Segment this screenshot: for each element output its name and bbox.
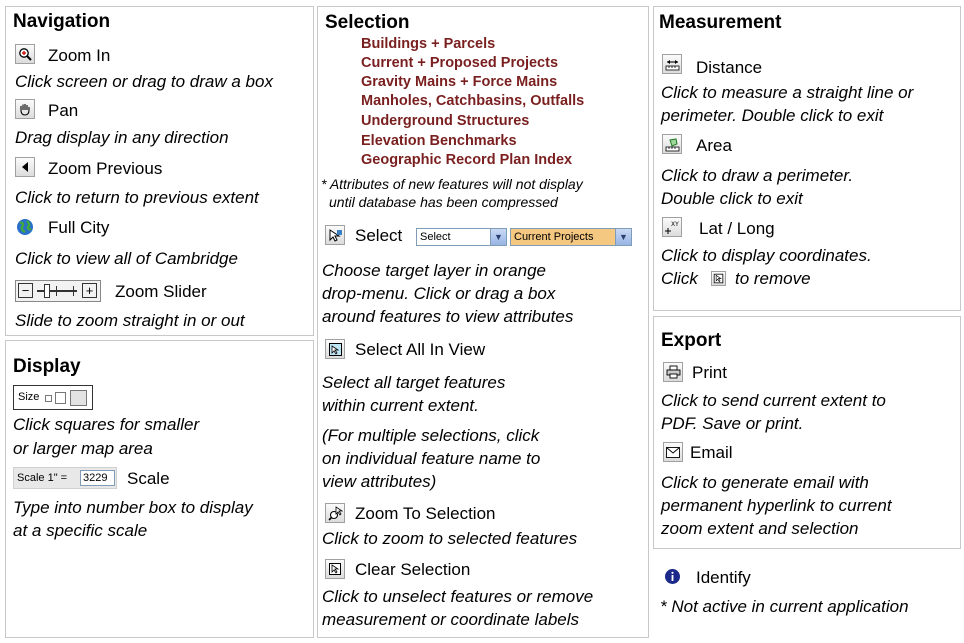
select-description-line3: around features to view attributes bbox=[322, 307, 574, 326]
select-description-line2: drop-menu. Click or drag a box bbox=[322, 284, 556, 303]
layer-item[interactable]: Current + Proposed Projects bbox=[361, 55, 559, 71]
display-title: Display bbox=[13, 356, 81, 377]
size-label: Size bbox=[18, 391, 40, 403]
export-title: Export bbox=[661, 330, 722, 351]
zoom-slider-label: Zoom Slider bbox=[115, 282, 207, 301]
layer-item[interactable]: Buildings + Parcels bbox=[361, 36, 496, 52]
zoom-in-icon[interactable] bbox=[15, 44, 35, 64]
zoom-slider-plus[interactable]: + bbox=[82, 283, 97, 298]
measurement-title: Measurement bbox=[659, 12, 782, 33]
lat-long-description-click: Click bbox=[661, 269, 698, 288]
zoom-to-selection-description: Click to zoom to selected features bbox=[322, 529, 578, 548]
selection-panel bbox=[317, 6, 649, 638]
email-envelope-icon[interactable] bbox=[663, 442, 683, 462]
select-mode-value: Select bbox=[420, 231, 451, 243]
export-panel bbox=[653, 316, 961, 549]
print-label: Print bbox=[692, 363, 727, 382]
distance-ruler-icon[interactable] bbox=[662, 54, 682, 74]
scale-prefix: Scale 1" = bbox=[17, 472, 68, 484]
layer-item[interactable]: Underground Structures bbox=[361, 113, 530, 129]
size-description-line2: or larger map area bbox=[13, 439, 153, 458]
zoom-slider-ticks bbox=[56, 286, 74, 296]
identify-label: Identify bbox=[696, 568, 751, 587]
select-all-description-line2: within current extent. bbox=[322, 396, 479, 415]
scale-label: Scale bbox=[127, 469, 170, 488]
size-description-line1: Click squares for smaller bbox=[13, 415, 200, 434]
zoom-to-selection-icon[interactable] bbox=[325, 503, 345, 523]
email-description-line3: zoom extent and selection bbox=[661, 519, 859, 538]
measurement-panel bbox=[653, 6, 961, 311]
zoom-previous-label: Zoom Previous bbox=[48, 159, 163, 178]
scale-control bbox=[13, 467, 117, 489]
lat-long-description-line1: Click to display coordinates. bbox=[661, 246, 872, 265]
zoom-in-description: Click screen or drag to draw a box bbox=[15, 72, 273, 91]
clear-selection-description-line1: Click to unselect features or remove bbox=[322, 587, 594, 606]
selection-title: Selection bbox=[325, 12, 410, 33]
email-label: Email bbox=[690, 443, 733, 462]
navigation-panel bbox=[5, 6, 314, 336]
identify-note: * Not active in current application bbox=[660, 597, 909, 616]
area-label: Area bbox=[696, 136, 732, 155]
select-all-icon[interactable] bbox=[325, 339, 345, 359]
layer-item[interactable]: Geographic Record Plan Index bbox=[361, 152, 573, 168]
select-all-description-line1: Select all target features bbox=[322, 373, 506, 392]
layer-item[interactable]: Manholes, Catchbasins, Outfalls bbox=[361, 93, 585, 109]
navigation-title: Navigation bbox=[13, 11, 111, 32]
chevron-down-icon: ▼ bbox=[490, 229, 506, 245]
select-all-description-line5: view attributes) bbox=[322, 472, 437, 491]
select-label: Select bbox=[355, 226, 403, 245]
full-city-description: Click to view all of Cambridge bbox=[15, 249, 238, 268]
size-small-square[interactable] bbox=[45, 395, 52, 402]
size-medium-square[interactable] bbox=[55, 392, 66, 404]
clear-selection-description-line2: measurement or coordinate labels bbox=[322, 610, 580, 629]
scale-input[interactable]: 3229 bbox=[80, 470, 115, 486]
attributes-note-line2: until database has been compressed bbox=[329, 194, 558, 210]
select-all-description-line3: (For multiple selections, click bbox=[322, 426, 540, 445]
distance-label: Distance bbox=[696, 58, 763, 77]
email-description-line2: permanent hyperlink to current bbox=[661, 496, 892, 515]
select-description-line1: Choose target layer in orange bbox=[322, 261, 546, 280]
lat-long-description-remove: to remove bbox=[735, 269, 811, 288]
zoom-slider-icon[interactable] bbox=[15, 280, 101, 302]
distance-description-line2: perimeter. Double click to exit bbox=[661, 106, 884, 125]
size-selector[interactable] bbox=[13, 385, 93, 410]
layer-item[interactable]: Elevation Benchmarks bbox=[361, 133, 517, 149]
zoom-previous-description: Click to return to previous extent bbox=[15, 188, 259, 207]
clear-selection-label: Clear Selection bbox=[355, 560, 471, 579]
pan-description: Drag display in any direction bbox=[15, 128, 229, 147]
full-city-label: Full City bbox=[48, 218, 110, 237]
pan-label: Pan bbox=[48, 101, 79, 120]
target-layer-dropdown[interactable] bbox=[510, 228, 632, 246]
printer-icon[interactable] bbox=[663, 362, 683, 382]
globe-icon[interactable] bbox=[15, 217, 35, 237]
select-all-description-line4: on individual feature name to bbox=[322, 449, 541, 468]
lat-long-icon[interactable] bbox=[662, 217, 682, 237]
area-description-line1: Click to draw a perimeter. bbox=[661, 166, 854, 185]
email-description-line1: Click to generate email with bbox=[661, 473, 869, 492]
target-layer-value: Current Projects bbox=[514, 231, 594, 243]
select-mode-dropdown[interactable] bbox=[416, 228, 507, 246]
print-description-line2: PDF. Save or print. bbox=[661, 414, 804, 433]
display-panel bbox=[5, 340, 314, 638]
zoom-to-selection-label: Zoom To Selection bbox=[355, 504, 496, 523]
print-description-line1: Click to send current extent to bbox=[661, 391, 886, 410]
zoom-in-label: Zoom In bbox=[48, 46, 111, 65]
pan-hand-icon[interactable] bbox=[15, 99, 35, 119]
clear-selection-icon[interactable] bbox=[325, 559, 345, 579]
scale-description-line1: Type into number box to display bbox=[13, 498, 253, 517]
select-arrow-icon[interactable] bbox=[325, 225, 345, 245]
select-all-label: Select All In View bbox=[355, 340, 486, 359]
area-description-line2: Double click to exit bbox=[661, 189, 803, 208]
zoom-slider-minus[interactable]: − bbox=[18, 283, 33, 298]
info-icon[interactable] bbox=[662, 566, 682, 586]
attributes-note-line1: * Attributes of new features will not display bbox=[321, 176, 583, 192]
area-icon[interactable] bbox=[662, 134, 682, 154]
size-large-square[interactable] bbox=[70, 390, 87, 406]
chevron-down-icon: ▼ bbox=[615, 229, 631, 245]
back-arrow-icon[interactable] bbox=[15, 157, 35, 177]
zoom-slider-description: Slide to zoom straight in or out bbox=[15, 311, 245, 330]
layer-item[interactable]: Gravity Mains + Force Mains bbox=[361, 74, 558, 90]
zoom-slider-thumb[interactable] bbox=[44, 284, 50, 298]
distance-description-line1: Click to measure a straight line or bbox=[661, 83, 914, 102]
lat-long-label: Lat / Long bbox=[699, 219, 775, 238]
svg-text:XY: XY bbox=[671, 221, 679, 228]
scale-description-line2: at a specific scale bbox=[13, 521, 148, 540]
identify-section bbox=[653, 553, 961, 638]
clear-selection-icon bbox=[711, 271, 726, 286]
